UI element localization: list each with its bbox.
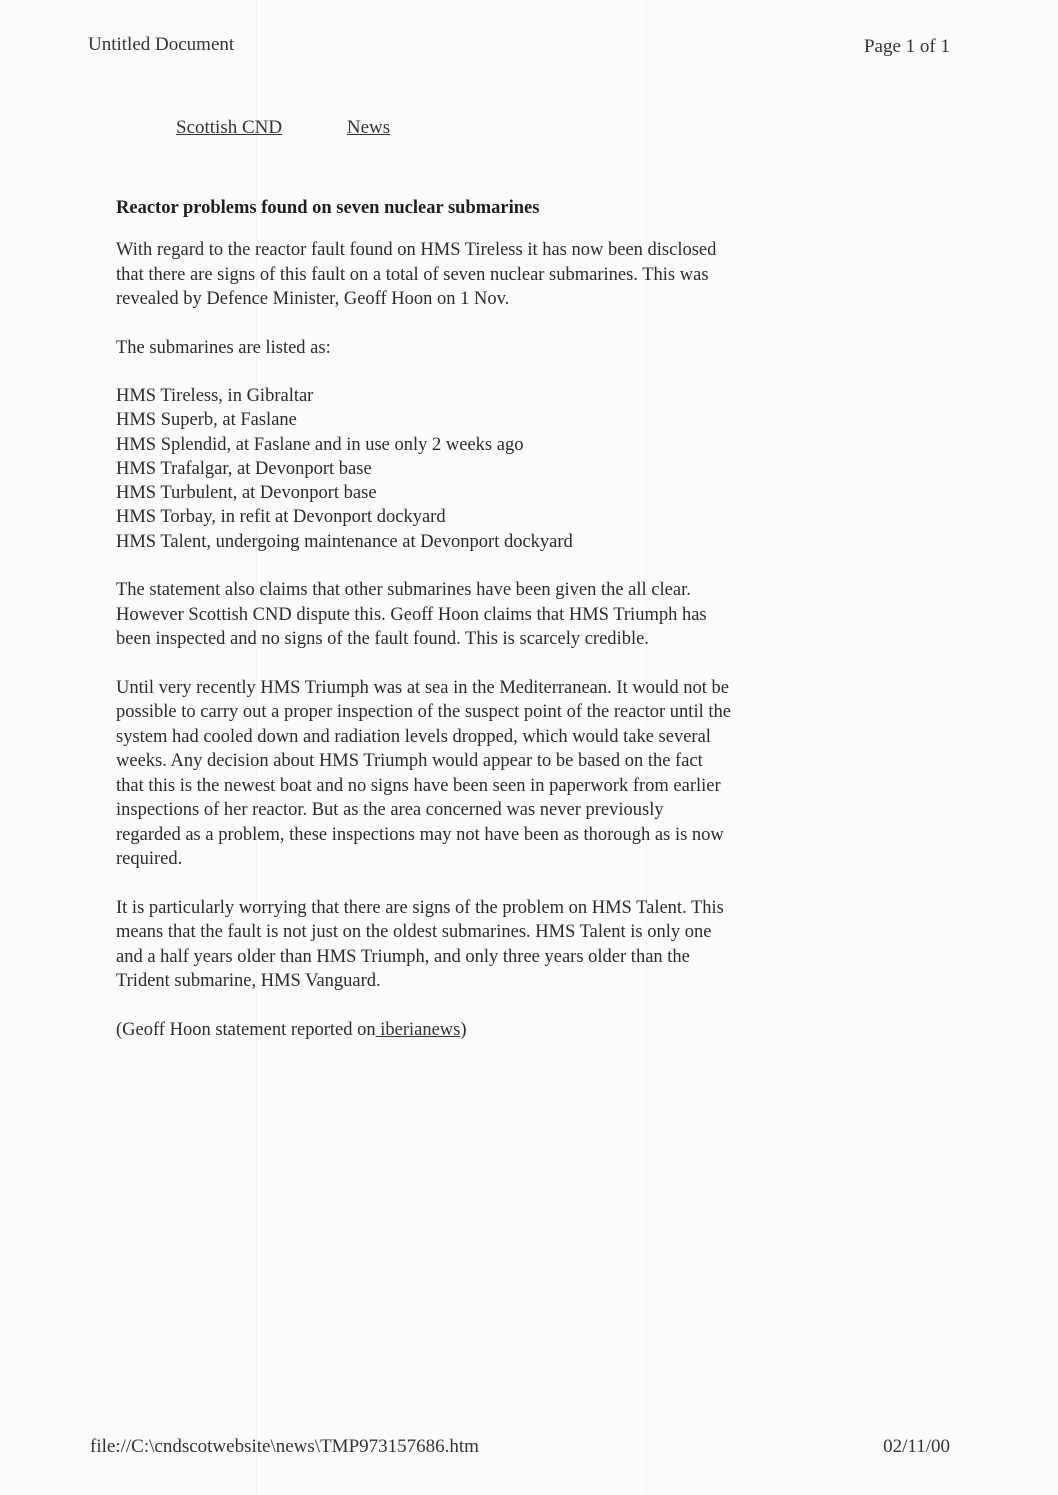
text-line: been inspected and no signs of the fault found. This is scarcely credible.	[116, 629, 649, 650]
list-item: HMS Talent, undergoing maintenance at Devonport dockyard	[116, 531, 573, 552]
footer-file-path: file://C:\cndscotwebsite\news\TMP973157686.htm	[90, 1436, 479, 1457]
source-suffix: )	[460, 1019, 467, 1040]
list-intro: The submarines are listed as:	[116, 337, 331, 358]
list-item: HMS Tireless, in Gibraltar	[116, 386, 314, 406]
source-prefix: (Geoff Hoon statement reported on	[116, 1019, 376, 1040]
text-line: inspections of her reactor. But as the area concerned was never previously	[116, 800, 664, 821]
nav-link-scottish-cnd[interactable]: Scottish CND	[176, 117, 283, 138]
text-line: With regard to the reactor fault found on HMS Tireless it has now been disclosed	[116, 240, 717, 260]
text-line: It is particularly worrying that there are signs of the problem on HMS Talent. This	[116, 897, 724, 918]
text-line: system had cooled down and radiation levels dropped, which would take several	[116, 726, 711, 747]
list-item: HMS Superb, at Faslane	[116, 410, 297, 431]
list-item: HMS Trafalgar, at Devonport base	[116, 458, 372, 479]
text-line: Until very recently HMS Triumph was at sea in the Mediterranean. It would not be	[116, 677, 729, 698]
article	[116, 196, 836, 1066]
talent-paragraph	[116, 896, 836, 994]
text-line: and a half years older than HMS Triumph, and only three years older than the	[116, 946, 690, 967]
list-item: HMS Splendid, at Faslane and in use only 2 weeks ago	[116, 434, 524, 455]
text-line: The statement also claims that other submarines have been given the all clear.	[116, 580, 691, 601]
nav-link-news[interactable]: News	[346, 117, 391, 138]
footer-date: 02/11/00	[883, 1436, 950, 1457]
submarine-list	[116, 384, 836, 554]
iberianews-link[interactable]: iberianews	[375, 1019, 461, 1040]
nav-links	[176, 117, 450, 139]
text-line: means that the fault is not just on the oldest submarines. HMS Talent is only one	[116, 922, 712, 943]
text-line: that there are signs of this fault on a total of seven nuclear submarines. This was	[116, 264, 709, 285]
text-line: possible to carry out a proper inspection of the suspect point of the reactor until the	[116, 702, 731, 723]
text-line: weeks. Any decision about HMS Triumph would appear to be based on the fact	[116, 751, 703, 772]
all-clear-paragraph	[116, 578, 836, 652]
text-line: required.	[116, 849, 183, 870]
page-number: Page 1 of 1	[863, 36, 950, 57]
list-item: HMS Torbay, in refit at Devonport dockyard	[116, 507, 446, 528]
text-line: that this is the newest boat and no signs have been seen in paperwork from earlier	[116, 775, 721, 796]
text-line: However Scottish CND dispute this. Geoff Hoon claims that HMS Triumph has	[116, 604, 707, 625]
list-item: HMS Turbulent, at Devonport base	[116, 483, 377, 504]
text-line: Trident submarine, HMS Vanguard.	[116, 971, 381, 992]
document-title: Untitled Document	[88, 34, 235, 55]
text-line: revealed by Defence Minister, Geoff Hoon on 1 Nov.	[116, 289, 510, 309]
article-heading: Reactor problems found on seven nuclear submarines	[116, 198, 540, 218]
triumph-paragraph	[116, 676, 836, 872]
intro-paragraph	[116, 238, 836, 312]
source-note	[116, 1018, 836, 1043]
text-line: regarded as a problem, these inspections may not have been as thorough as is now	[116, 824, 724, 845]
